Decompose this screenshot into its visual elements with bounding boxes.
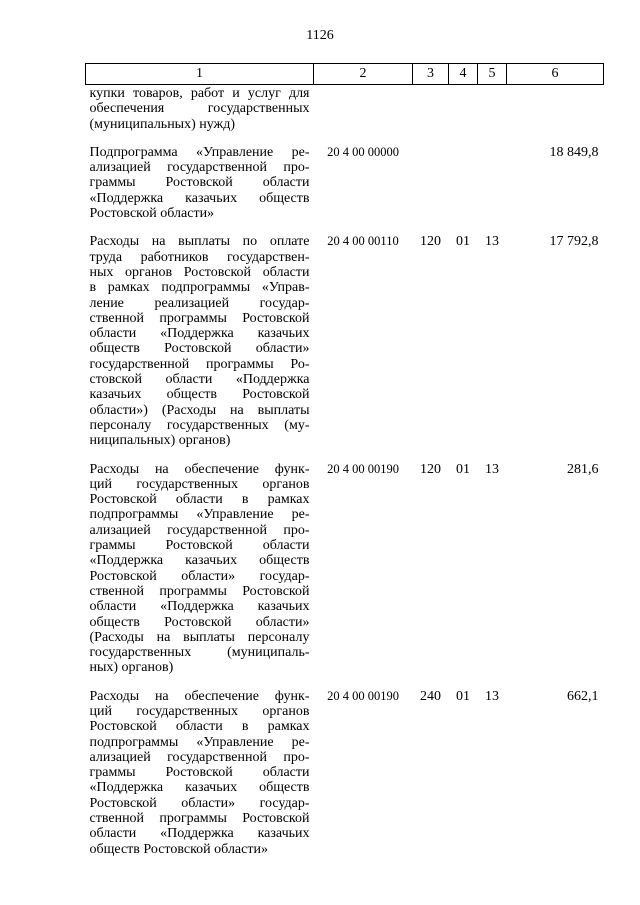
row-code: 20 4 00 00190 bbox=[327, 461, 399, 476]
row-rz: 01 bbox=[456, 461, 470, 477]
row-name-line: ственной программы Ростовской bbox=[89, 310, 310, 326]
row-code: 20 4 00 00190 bbox=[327, 688, 399, 703]
row-name-line: (Расходы на выплаты персоналу bbox=[89, 629, 310, 645]
row-name-line: стовской области «Поддержка bbox=[89, 372, 310, 388]
row-amount: 662,1 bbox=[567, 688, 599, 704]
row-name-line: ций государственных органов bbox=[89, 476, 310, 492]
row-rz: 01 bbox=[456, 688, 470, 704]
row-amount: 281,6 bbox=[567, 461, 599, 477]
row-name bbox=[86, 462, 314, 689]
row-amount: 18 849,8 bbox=[549, 144, 599, 160]
table-row bbox=[86, 689, 604, 870]
row-name-line: ализацией государственной про- bbox=[89, 749, 310, 765]
row-amount: 17 792,8 bbox=[549, 234, 599, 250]
row-name-line: персоналу государственных (му- bbox=[89, 417, 310, 433]
row-name-line: Расходы на обеспечение функ- bbox=[89, 688, 310, 704]
row-name-line: Ростовской области» bbox=[89, 206, 215, 222]
row-name-line: граммы Ростовской области bbox=[89, 538, 310, 554]
header-col-2: 2 bbox=[314, 64, 413, 85]
row-pr bbox=[478, 85, 507, 145]
row-name-line: Расходы на обеспечение функ- bbox=[89, 461, 310, 477]
row-rz: 01 bbox=[456, 234, 470, 250]
row-code: 20 4 00 00000 bbox=[327, 144, 399, 159]
row-name-line: обществ Ростовской области» bbox=[89, 341, 310, 357]
row-rz bbox=[449, 85, 478, 145]
row-name-line: купки товаров, работ и услуг для bbox=[89, 86, 310, 101]
row-name-line: подпрограммы «Управление ре- bbox=[89, 734, 310, 750]
row-name bbox=[86, 145, 314, 234]
row-vr: 120 bbox=[420, 461, 441, 477]
row-name-line: (муниципальных) нужд) bbox=[89, 116, 236, 132]
header-col-3: 3 bbox=[413, 64, 449, 85]
row-name-line: ниципальных) органов) bbox=[89, 433, 231, 449]
row-name-line: ление реализацией государ- bbox=[89, 295, 310, 311]
row-vr bbox=[413, 85, 449, 145]
row-name-line: обеспечения государственных bbox=[89, 101, 310, 117]
row-name-line: обществ Ростовской области» bbox=[89, 614, 310, 630]
row-name-line: граммы Ростовской области bbox=[89, 175, 310, 191]
row-pr: 13 bbox=[485, 461, 499, 477]
row-name-line: области «Поддержка казачьих bbox=[89, 326, 310, 342]
row-name bbox=[86, 689, 314, 870]
row-amount bbox=[507, 85, 604, 145]
row-vr bbox=[413, 145, 449, 234]
row-name-line: казачьих обществ Ростовской bbox=[89, 387, 310, 403]
row-name-line: ций государственных органов bbox=[89, 703, 310, 719]
table-body bbox=[86, 85, 604, 870]
row-name-line: ализацией государственной про- bbox=[89, 160, 310, 176]
table-row bbox=[86, 462, 604, 689]
row-vr: 240 bbox=[420, 688, 441, 704]
row-name-line: обществ Ростовской области» bbox=[89, 841, 268, 857]
header-col-5: 5 bbox=[478, 64, 507, 85]
table-row bbox=[86, 145, 604, 234]
budget-table bbox=[85, 63, 604, 870]
row-name-line: государственных (муниципаль- bbox=[89, 645, 310, 661]
header-col-1: 1 bbox=[86, 64, 314, 85]
row-name-line: области «Поддержка казачьих bbox=[89, 599, 310, 615]
header-col-6: 6 bbox=[507, 64, 604, 85]
row-name-line: «Поддержка казачьих обществ bbox=[89, 190, 310, 206]
row-name-line: Расходы на выплаты по оплате bbox=[89, 234, 310, 250]
row-name-line: в рамках подпрограммы «Управ- bbox=[89, 280, 310, 296]
row-pr bbox=[478, 145, 507, 234]
row-code: 20 4 00 00110 bbox=[327, 234, 399, 249]
row-rz bbox=[449, 145, 478, 234]
header-col-4: 4 bbox=[449, 64, 478, 85]
row-name-line: подпрограммы «Управление ре- bbox=[89, 507, 310, 523]
table-row bbox=[86, 234, 604, 461]
row-code bbox=[314, 85, 413, 145]
row-name-line: труда работников государствен- bbox=[89, 249, 310, 265]
row-name-line: ных) органов) bbox=[89, 660, 174, 676]
row-name-line: Подпрограмма «Управление ре- bbox=[89, 144, 310, 160]
row-name-line: «Поддержка казачьих обществ bbox=[89, 780, 310, 796]
table-header bbox=[86, 64, 604, 85]
row-name bbox=[86, 85, 314, 145]
row-name-line: ализацией государственной про- bbox=[89, 522, 310, 538]
row-name-line: области «Поддержка казачьих bbox=[89, 826, 310, 842]
row-vr: 120 bbox=[420, 234, 441, 250]
row-name-line: Ростовской области в рамках bbox=[89, 492, 310, 508]
row-name-line: области») (Расходы на выплаты bbox=[89, 402, 310, 418]
row-name-line: ственной программы Ростовской bbox=[89, 583, 310, 599]
row-name-line: Ростовской области» государ- bbox=[89, 795, 310, 811]
row-name-line: граммы Ростовской области bbox=[89, 765, 310, 781]
row-name-line: государственной программы Ро- bbox=[89, 356, 310, 372]
row-name-line: «Поддержка казачьих обществ bbox=[89, 553, 310, 569]
header-row bbox=[86, 64, 604, 85]
row-name-line: ных органов Ростовской области bbox=[89, 264, 310, 280]
row-pr: 13 bbox=[485, 234, 499, 250]
page-number: 1126 bbox=[306, 28, 334, 43]
row-name-line: ственной программы Ростовской bbox=[89, 811, 310, 827]
table-row bbox=[86, 85, 604, 145]
row-name-line: Ростовской области» государ- bbox=[89, 568, 310, 584]
row-name-line: Ростовской области в рамках bbox=[89, 719, 310, 735]
row-pr: 13 bbox=[485, 688, 499, 704]
row-name bbox=[86, 234, 314, 461]
